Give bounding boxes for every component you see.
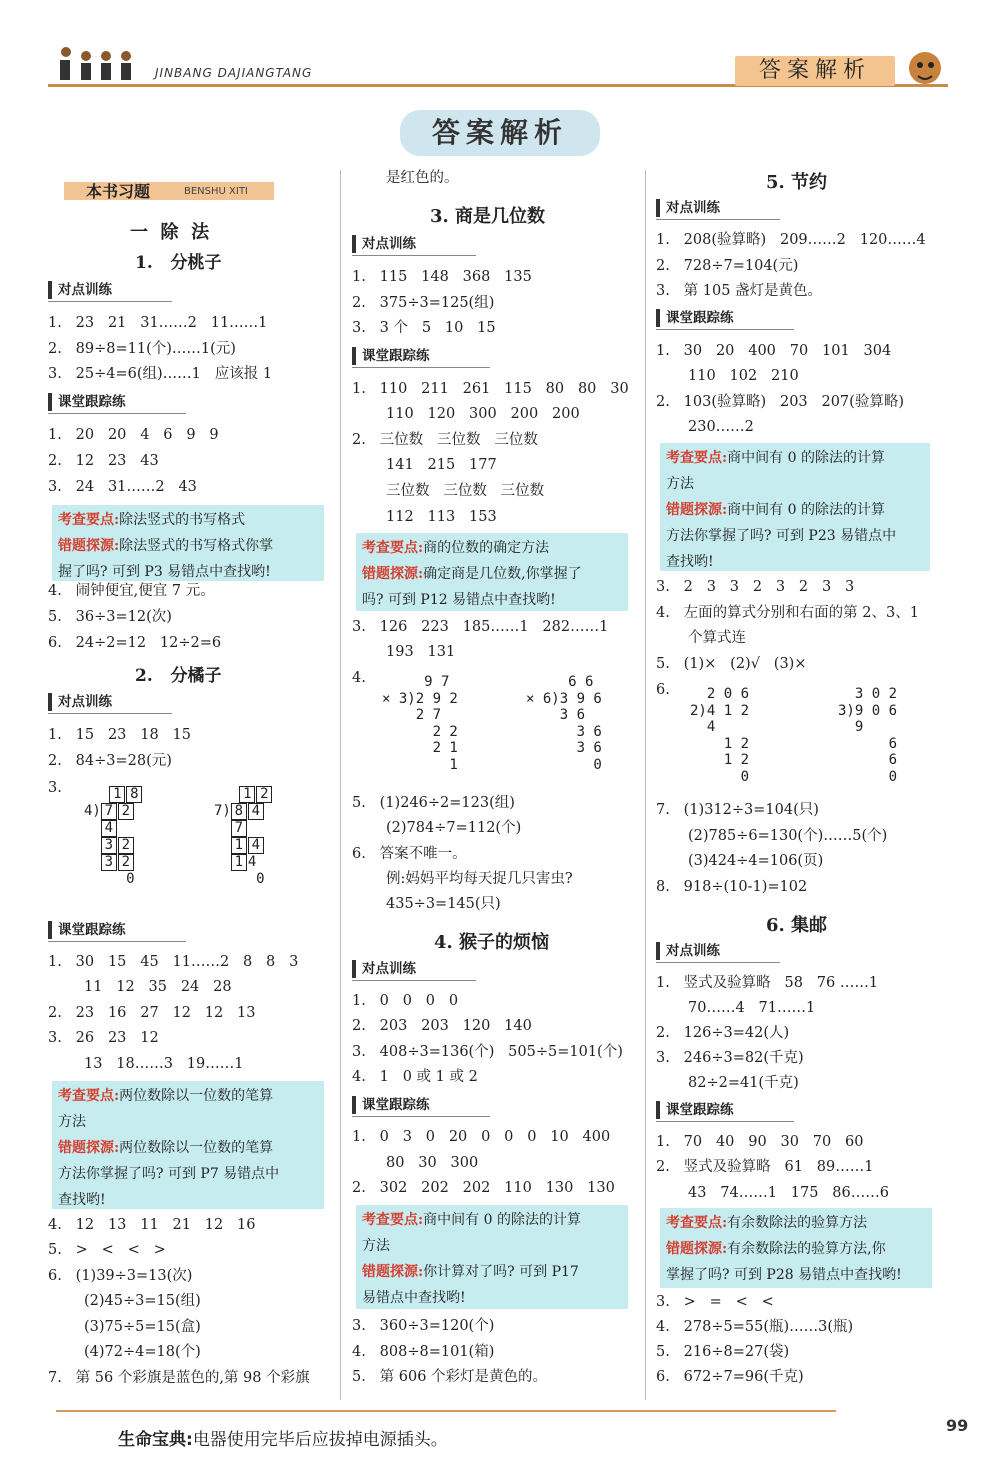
answer-line: 3. 第 105 盏灯是黄色。 [656, 283, 823, 299]
answer-line: (2)785÷6=130(个)……5(个) [688, 828, 888, 844]
answer-line: 230……2 [688, 419, 754, 435]
answer-line: 2. 103(验算略) 203 207(验算略) [656, 394, 904, 410]
answer-line: 2. 375÷3=125(组) [352, 295, 495, 311]
answer-line: (2)784÷7=112(个) [386, 820, 522, 836]
answer-line: 435÷3=145(只) [386, 896, 501, 912]
answer-line: 5. 216÷8=27(袋) [656, 1344, 790, 1360]
answer-line: 3. 26 23 12 [48, 1030, 159, 1046]
answer-line: 个算式连 [688, 630, 746, 646]
tip-box: 考查要点:有余数除法的验算方法 错题探源:有余数除法的验算方法,你 掌握了吗? 可到 P28 易错点中查找哟! [660, 1208, 932, 1288]
answer-line: 6. 672÷7=96(千克) [656, 1369, 804, 1385]
answer-line: 1. 70 40 90 30 70 60 [656, 1134, 864, 1150]
section-label: 课堂跟踪练 [48, 393, 126, 411]
answer-line: 3. 3 个 5 10 15 [352, 320, 496, 336]
answer-line: 6. [656, 682, 670, 698]
footer-tip: 生命宝典:电器使用完毕后应拔掉电源插头。 [118, 1430, 448, 1450]
lesson-title: 3. 商是几位数 [430, 206, 546, 227]
answer-line: 112 113 153 [386, 509, 497, 525]
answer-line: 2. 728÷7=104(元) [656, 258, 799, 274]
answer-line: 1. 115 148 368 135 [352, 269, 532, 285]
answer-line: 6. 24÷2=12 12÷2=6 [48, 635, 222, 651]
page-number: 99 [946, 1416, 969, 1435]
section-label: 课堂跟踪练 [48, 921, 126, 939]
section-label: 课堂跟踪练 [352, 1096, 430, 1114]
answer-line: 1. 0 0 0 0 [352, 993, 459, 1009]
header-title: 答案解析 [735, 56, 895, 86]
answer-line: 3. 246÷3=82(千克) [656, 1050, 804, 1066]
answer-line: 4. 808÷8=101(箱) [352, 1344, 495, 1360]
answer-line: 2. 12 23 43 [48, 453, 159, 469]
header-logo [46, 40, 146, 84]
answer-line: 11 12 35 24 28 [84, 979, 232, 995]
answer-line: 5. (1)246÷2=123(组) [352, 795, 515, 811]
tip-box: 考查要点:除法竖式的书写格式 错题探源:除法竖式的书写格式你掌 握了吗? 可到 P3 易错点中查找哟! [52, 505, 324, 581]
long-division-diagram: 2 0 6 2)4 1 2 4 1 2 1 2 0 [690, 686, 750, 785]
footer-rule [56, 1410, 836, 1412]
tip-box: 考查要点:商中间有 0 的除法的计算 方法 错题探源:你计算对了吗? 可到 P17 易错点中查找哟! [356, 1205, 628, 1309]
lesson-title: 2. 分橘子 [135, 666, 222, 686]
answer-line: 4. 1 0 或 1 或 2 [352, 1069, 478, 1085]
answer-line: 2. 84÷3=28(元) [48, 753, 172, 769]
answer-line: 5. (1)× (2)√ (3)× [656, 656, 807, 672]
lesson-title: 5. 节约 [766, 172, 828, 193]
long-division-diagram: 9 7 × 3)2 9 2 2 7 2 2 2 1 1 [382, 674, 458, 773]
answer-line: 3. 408÷3=136(个) 505÷5=101(个) [352, 1044, 623, 1060]
section-label: 课堂跟踪练 [352, 347, 430, 365]
answer-line: 4. 左面的算式分别和右面的第 2、3、1 [656, 605, 919, 621]
answer-line: 3. 2 3 3 2 3 2 3 3 [656, 579, 855, 595]
lesson-title: 1. 分桃子 [135, 253, 222, 273]
banner-title: 本书习题 [86, 182, 151, 201]
section-label: 对点训练 [352, 235, 416, 253]
column-divider [645, 170, 646, 1400]
answer-line: 3. 126 223 185……1 282……1 [352, 619, 609, 635]
answer-line: 例:妈妈平均每天捉几只害虫? [386, 871, 573, 887]
answer-line: 13 18……3 19……1 [84, 1056, 244, 1072]
tip-box: 考查要点:商的位数的确定方法 错题探源:确定商是几位数,你掌握了 吗? 可到 P12 易错点中查找哟! [356, 533, 628, 611]
answer-line: 2. 89÷8=11(个)……1(元) [48, 341, 236, 357]
tip-box: 考查要点:商中间有 0 的除法的计算 方法 错题探源:商中间有 0 的除法的计算 方法你掌握了吗? 可到 P23 易错点中 查找哟! [660, 443, 930, 571]
long-division-diagram: 3 0 2 3)9 0 6 9 6 6 0 [838, 686, 898, 785]
answer-line: 3. > = < < [656, 1294, 774, 1310]
banner-subtitle: BENSHU XITI [184, 186, 248, 197]
long-division-diagram: 1 8 4) 7 2 4 3 2 3 2 0 [84, 786, 143, 888]
section-label: 对点训练 [656, 942, 720, 960]
answer-line: 2. 23 16 27 12 12 13 [48, 1005, 256, 1021]
answer-line: 4. 278÷5=55(瓶)……3(瓶) [656, 1319, 854, 1335]
answer-line: 2. 302 202 202 110 130 130 [352, 1180, 615, 1196]
answer-line: 6. 答案不唯一。 [352, 846, 467, 862]
section-label: 对点训练 [656, 199, 720, 217]
answer-line: (4)72÷4=18(个) [84, 1344, 201, 1360]
answer-line: 5. 第 606 个彩灯是黄色的。 [352, 1369, 548, 1385]
tip-box: 考查要点:两位数除以一位数的笔算 方法 错题探源:两位数除以一位数的笔算 方法你掌握了吗? 可到 P7 易错点中 查找哟! [52, 1081, 324, 1209]
answer-line: 1. 30 20 400 70 101 304 [656, 343, 892, 359]
answer-line: 193 131 [386, 644, 456, 660]
section-label: 对点训练 [352, 960, 416, 978]
answer-line: 是红色的。 [386, 170, 459, 186]
answer-line: 6. (1)39÷3=13(次) [48, 1268, 193, 1284]
column-divider [340, 170, 341, 1400]
section-label: 对点训练 [48, 693, 112, 711]
answer-line: 5. > < < > [48, 1242, 166, 1258]
answer-line: 3. [48, 780, 62, 796]
answer-line: 1. 0 3 0 20 0 0 0 10 400 [352, 1129, 611, 1145]
unit-title: 一 除 法 [130, 222, 210, 243]
answer-line: 1. 20 20 4 6 9 9 [48, 427, 219, 443]
answer-line: 4. 12 13 11 21 12 16 [48, 1217, 256, 1233]
answer-line: 3. 24 31……2 43 [48, 479, 197, 495]
answer-line: 1. 110 211 261 115 80 80 30 [352, 381, 629, 397]
answer-line: 70……4 71……1 [688, 1000, 816, 1016]
answer-line: 8. 918÷(10-1)=102 [656, 879, 808, 895]
answer-line: 1. 竖式及验算略 58 76 ……1 [656, 975, 879, 991]
page-title: 答案解析 [400, 110, 600, 156]
answer-line: 110 120 300 200 200 [386, 406, 580, 422]
section-label: 对点训练 [48, 281, 112, 299]
answer-line: 43 74……1 175 86……6 [688, 1185, 889, 1201]
answer-line: 2. 三位数 三位数 三位数 [352, 432, 538, 448]
answer-line: (3)75÷5=15(盒) [84, 1319, 201, 1335]
section-label: 课堂跟踪练 [656, 1101, 734, 1119]
answer-line: 3. 25÷4=6(组)……1 应该报 1 [48, 366, 273, 382]
answer-line: 2. 竖式及验算略 61 89……1 [656, 1159, 874, 1175]
answer-line: 三位数 三位数 三位数 [386, 483, 545, 499]
answer-line: 2. 126÷3=42(人) [656, 1025, 790, 1041]
answer-line: 1. 23 21 31……2 11……1 [48, 315, 268, 331]
section-label: 课堂跟踪练 [656, 309, 734, 327]
answer-line: 82÷2=41(千克) [688, 1075, 799, 1091]
answer-line: 1. 15 23 18 15 [48, 727, 191, 743]
answer-line: (3)424÷4=106(页) [688, 853, 824, 869]
header-mascot-icon [900, 46, 950, 92]
answer-line: 5. 36÷3=12(次) [48, 609, 172, 625]
lesson-title: 6. 集邮 [766, 915, 828, 936]
answer-line: 1. 30 15 45 11……2 8 8 3 [48, 954, 299, 970]
answer-line: 2. 203 203 120 140 [352, 1018, 532, 1034]
answer-line: 110 102 210 [688, 368, 799, 384]
long-division-diagram: 1 2 7) 8 4 7 1 4 1 4 0 [214, 786, 273, 888]
answer-line: (2)45÷3=15(组) [84, 1293, 201, 1309]
answer-line: 3. 360÷3=120(个) [352, 1318, 495, 1334]
header-subtitle: JINBANG DAJIANGTANG [155, 66, 313, 80]
answer-line: 7. (1)312÷3=104(只) [656, 802, 819, 818]
answer-line: 7. 第 56 个彩旗是蓝色的,第 98 个彩旗 [48, 1370, 310, 1386]
long-division-diagram: 6 6 × 6)3 9 6 3 6 3 6 3 6 0 [526, 674, 602, 773]
lesson-title: 4. 猴子的烦恼 [434, 932, 550, 953]
answer-line: 80 30 300 [386, 1155, 479, 1171]
answer-line: 4. 闹钟便宜,便宜 7 元。 [48, 583, 215, 599]
answer-line: 1. 208(验算略) 209……2 120……4 [656, 232, 926, 248]
answer-line: 4. [352, 670, 366, 686]
answer-line: 141 215 177 [386, 457, 497, 473]
